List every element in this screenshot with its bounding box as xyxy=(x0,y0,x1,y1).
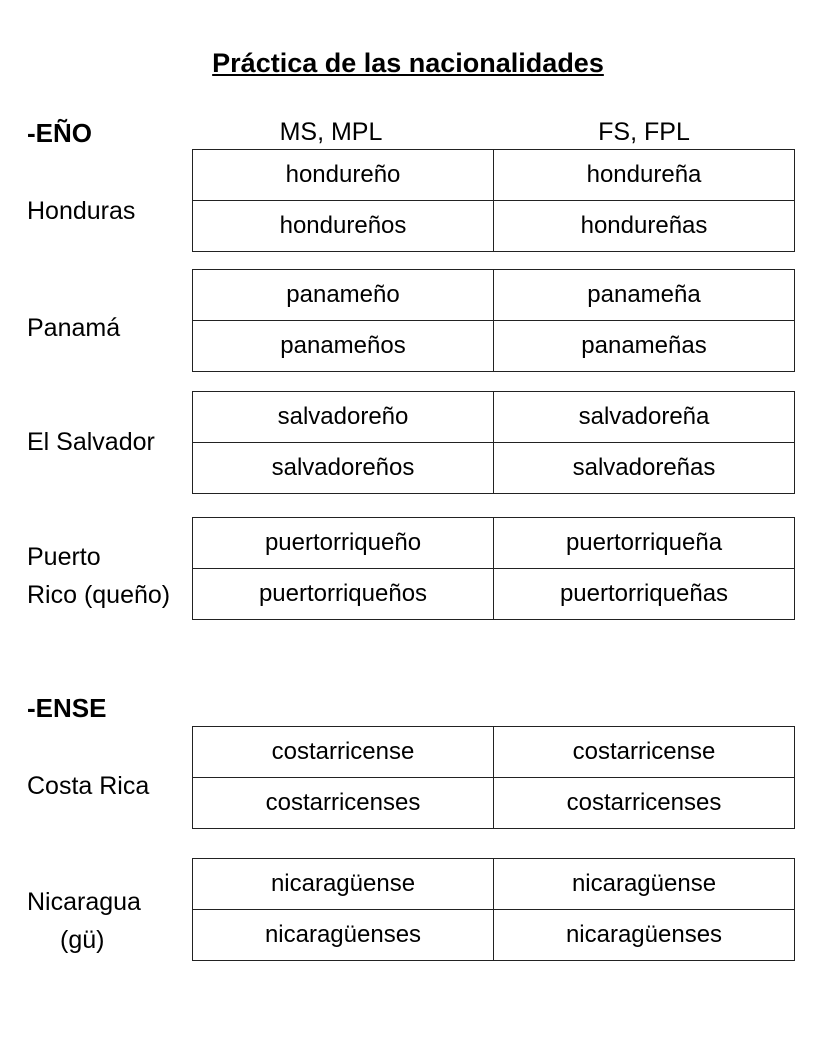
country-costa-rica xyxy=(27,767,149,805)
nationality-table-el-salvador xyxy=(192,391,795,494)
table-cell: costarricenses xyxy=(193,778,494,829)
country-name-line: Honduras xyxy=(27,197,136,225)
table-cell: nicaragüense xyxy=(494,859,795,910)
country-name-line: Panamá xyxy=(27,314,121,342)
nationality-table-honduras xyxy=(192,149,795,252)
table-row xyxy=(193,392,795,443)
table-cell: hondureños xyxy=(193,201,494,252)
country-name-line: Costa Rica xyxy=(27,772,150,800)
country-name-line: Rico (queño) xyxy=(27,581,171,609)
country-honduras xyxy=(27,192,135,230)
header-feminine: FS, FPL xyxy=(598,118,690,146)
table-cell: salvadoreños xyxy=(193,443,494,494)
table-cell: salvadoreña xyxy=(494,392,795,443)
table-row xyxy=(193,201,795,252)
table-row xyxy=(193,859,795,910)
country-panama xyxy=(27,309,120,347)
country-puerto-rico xyxy=(27,538,170,614)
table-cell: hondureña xyxy=(494,150,795,201)
table-cell: salvadoreño xyxy=(193,392,494,443)
table-cell: hondureño xyxy=(193,150,494,201)
table-row xyxy=(193,518,795,569)
table-cell: costarricense xyxy=(193,727,494,778)
table-cell: panameño xyxy=(193,270,494,321)
table-row xyxy=(193,910,795,961)
table-row xyxy=(193,727,795,778)
country-name-line: Nicaragua xyxy=(27,888,141,916)
table-row xyxy=(193,443,795,494)
country-name-line: Puerto xyxy=(27,543,101,571)
country-nicaragua xyxy=(27,883,141,959)
table-cell: puertorriqueña xyxy=(494,518,795,569)
country-name-line: (gü) xyxy=(60,926,105,954)
table-cell: nicaragüense xyxy=(193,859,494,910)
table-row xyxy=(193,321,795,372)
nationality-table-puerto-rico xyxy=(192,517,795,620)
table-cell: nicaragüenses xyxy=(193,910,494,961)
table-cell: nicaragüenses xyxy=(494,910,795,961)
table-cell: puertorriqueño xyxy=(193,518,494,569)
header-masculine: MS, MPL xyxy=(279,118,383,146)
table-cell: costarricenses xyxy=(494,778,795,829)
table-row xyxy=(193,778,795,829)
table-cell: salvadoreñas xyxy=(494,443,795,494)
table-cell: panameña xyxy=(494,270,795,321)
table-cell: panameñas xyxy=(494,321,795,372)
nationality-table-nicaragua xyxy=(192,858,795,961)
table-row xyxy=(193,270,795,321)
country-el-salvador xyxy=(27,423,155,461)
table-row xyxy=(193,150,795,201)
table-cell: costarricense xyxy=(494,727,795,778)
table-cell: puertorriqueños xyxy=(193,569,494,620)
country-name-line: El Salvador xyxy=(27,428,155,456)
table-cell: puertorriqueñas xyxy=(494,569,795,620)
table-cell: panameños xyxy=(193,321,494,372)
table-row xyxy=(193,569,795,620)
nationality-table-costa-rica xyxy=(192,726,795,829)
table-cell: hondureñas xyxy=(494,201,795,252)
section-eno-label: -EÑO xyxy=(27,118,92,148)
nationality-table-panama xyxy=(192,269,795,372)
section-ense-label: -ENSE xyxy=(27,693,107,723)
page-title: Práctica de las nacionalidades xyxy=(212,48,604,78)
